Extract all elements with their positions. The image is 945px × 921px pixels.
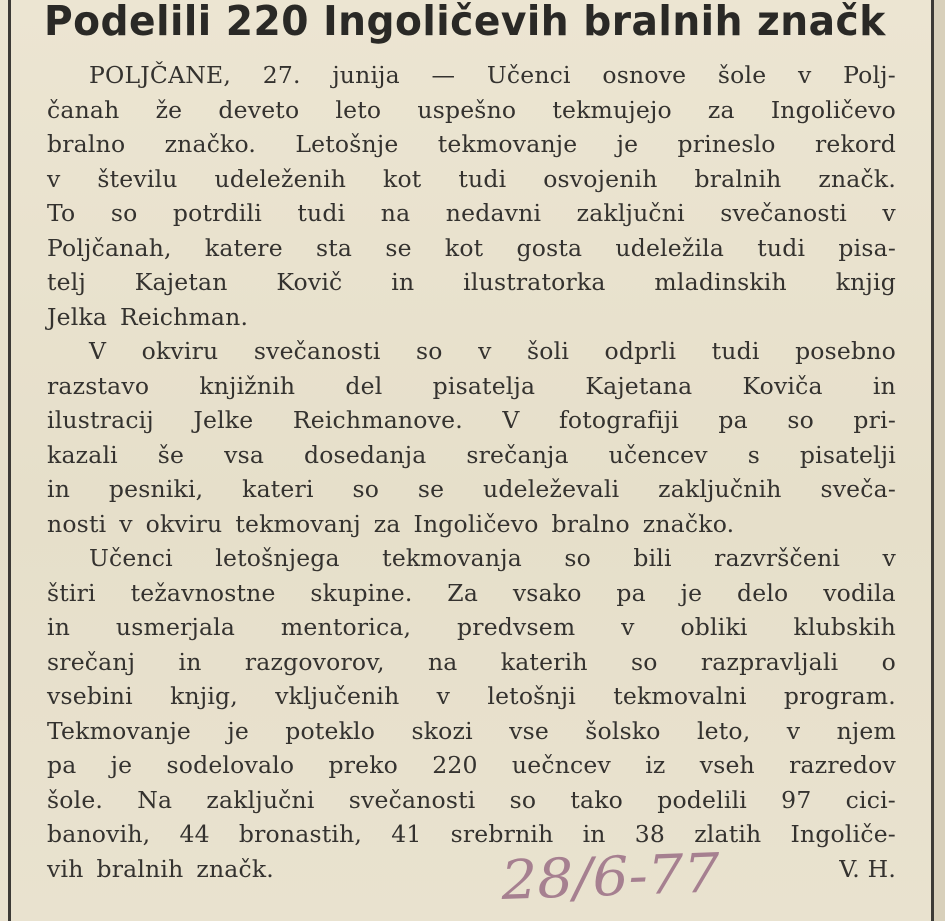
article-word: bralnih [694,164,782,193]
article-word: značko. [164,130,257,158]
article-word: rekord [814,130,896,158]
article-word: številu [97,164,178,193]
article-word: pa [616,578,646,607]
article-word: 220 [432,751,478,779]
article-line [47,300,896,335]
article-word: srebrnih [450,820,554,848]
article-word: pisa- [838,233,896,262]
article-word: Ingoličevo [413,509,539,538]
article-word: mladinskih [654,268,787,296]
article-word: Reichmanove. [292,406,463,434]
article-word: čanah [47,95,120,124]
article-word: in [391,268,415,296]
article-word: leto [335,95,382,124]
article-word: so [564,544,591,572]
article-word: njem [836,716,896,745]
article-word: v [478,337,492,365]
article-line [47,714,896,749]
article-word: deveto [218,95,300,124]
article-word: Kajetana [585,371,693,400]
article-word: razredov [789,751,896,779]
article-word: in [582,820,606,848]
article-line [47,852,896,887]
article-word: knjižnih [199,371,296,400]
article-word: mentorica, [280,613,412,641]
article-word: in [872,371,896,400]
article-line [47,679,896,714]
article-word: program. [783,682,896,710]
article-word: vsebini [47,682,133,710]
article-word: osvojenih [543,164,658,193]
article-line [47,196,896,231]
article-word: Jelke [193,406,254,434]
article-word: šolsko [585,716,661,745]
article-line [47,162,896,197]
article-word: je [680,578,703,607]
article-word: je [110,751,133,779]
article-word: še [157,440,185,469]
article-line [47,265,896,300]
article-word: učencev [608,440,708,469]
article-word: Za [447,578,479,607]
article-word: tekmovanje [437,130,578,158]
article-word: katerih [500,647,588,676]
article-line [47,748,896,783]
article-word: — [431,61,456,89]
article-word: Ingoliče- [790,820,896,848]
article-word: s [747,440,760,469]
article-word: sodelovalo [166,751,295,779]
article-word: udeleženih [214,164,347,193]
article-word: posebno [795,337,896,365]
article-word: knjig [835,268,896,296]
article-line [47,610,896,645]
article-line [47,472,896,507]
article-word: Učenci [89,544,173,572]
article-word: svečanosti [720,199,847,227]
article-word: pesniki, [108,475,204,503]
article-word: razgovorov, [244,647,385,676]
article-word: vodila [823,578,896,607]
article-word: razpravljali [700,647,839,676]
article-word: tekmujejo [552,95,672,124]
article-word: vih [47,854,84,883]
article-word: banovih, [47,820,151,848]
article-word: podelili [657,785,748,814]
article-word: vsako [512,578,582,607]
article-word: klubskih [793,613,896,641]
article-word: šole. [47,785,104,814]
article-word: svečanosti [253,337,381,365]
article-word: srečanj [47,647,136,676]
article-word: in [47,613,71,641]
article-line [47,783,896,818]
article-word: okviru [145,509,223,538]
article-word: tudi [458,164,507,193]
article-word: zaključni [576,199,685,227]
article-word: so [509,785,537,814]
article-headline: Podelili 220 Ingoličevih bralnih značk [44,0,886,45]
article-word: je [227,716,249,745]
article-line [47,231,896,266]
article-word: bralno [47,130,126,158]
article-word: vsa [224,440,265,469]
article-word: so [352,475,380,503]
article-word: 44 [179,820,210,848]
article-word: v [798,61,812,89]
article-word: Poljčanah, [47,233,172,262]
article-word: o [881,647,896,676]
article-word: tudi [297,199,346,227]
article-word: štiri [47,578,96,607]
article-word: uspešno [417,95,517,124]
article-word: POLJČANE, [89,61,232,89]
article-word: Letošnje [295,130,399,158]
article-word: okviru [141,337,219,365]
article-word: odprli [604,337,677,365]
article-body [47,58,896,886]
article-word: v [882,544,896,572]
article-word: zlatih [694,820,762,848]
article-word: so [630,647,658,676]
article-word: pa [718,406,748,434]
handwritten-date: 28/6-77 [500,841,721,912]
article-line [47,645,896,680]
article-word: katere [204,233,283,262]
article-word: preko [328,751,399,779]
article-word: tekmovanja [382,544,522,572]
article-word: fotografiji [558,406,679,434]
article-word: potrdili [172,199,262,227]
article-word: knjig, [170,682,238,710]
article-word: zaključni [206,785,315,814]
article-word: vse [509,716,549,745]
article-word: in [47,475,71,503]
article-word: skupine. [310,578,413,607]
article-word: udeleževali [483,475,620,503]
article-line [47,403,896,438]
article-word: 97 [781,785,812,814]
article-line [47,817,896,852]
article-word: ilustracij [47,406,154,434]
article-word: šoli [527,337,570,365]
article-word: bronastih, [238,820,363,848]
article-word: V [502,406,520,434]
article-line [47,438,896,473]
article-word: pri- [853,406,896,434]
article-word: Učenci [486,61,571,89]
article-word: in [178,647,202,676]
article-word: Polj- [843,61,896,89]
article-word: kateri [242,475,314,503]
article-word: tudi [711,337,760,365]
article-line [47,334,896,369]
article-word: sta [316,233,353,262]
article-word: Tekmovanje [47,716,192,745]
article-word: sveča- [820,475,896,503]
article-word: so [787,406,814,434]
article-word: prineslo [677,130,776,158]
article-word: se [417,475,445,503]
article-word: razstavo [47,371,150,400]
article-word: dosedanja [303,440,427,469]
article-word: skozi [411,716,473,745]
article-line [47,93,896,128]
article-word: v [621,613,635,641]
article-word: težavnostne [130,578,276,607]
article-word: šole [717,61,767,89]
article-word: na [427,647,458,676]
article-word: v [47,164,61,193]
article-word: udeležila [615,233,725,262]
adjacent-column-edge [934,0,945,921]
article-word: je [616,130,639,158]
article-word: kazali [47,440,118,469]
article-word: pa [47,751,77,779]
article-word: značk. [196,854,274,883]
article-line [47,576,896,611]
article-word: tekmovalni [613,682,747,710]
article-word: vseh [699,751,755,779]
article-word: predvsem [457,613,576,641]
article-word: letošnji [487,682,576,710]
article-word: bralnih [96,854,184,883]
article-line [47,58,896,93]
article-word: Reichman. [120,302,249,331]
article-word: kot [383,164,422,193]
article-word: del [345,371,383,400]
article-word: svečanosti [348,785,476,814]
article-word: za [373,509,401,538]
article-word: 38 [634,820,666,848]
article-word: Koviča [742,371,823,400]
article-word: bili [633,544,672,572]
article-word: V [89,337,107,365]
article-word: se [385,233,412,262]
article-word: iz [645,751,666,779]
article-word: so [110,199,138,227]
article-word: usmerjala [115,613,236,641]
article-word: pisatelja [432,371,536,400]
article-word: vključenih [275,682,400,710]
article-word: v [436,682,451,710]
article-word: kot [444,233,484,262]
article-word: pisatelji [799,440,896,469]
article-word: v [786,716,801,745]
article-word: značk. [818,164,896,193]
article-word: delo [736,578,789,607]
article-word: uečncev [511,751,611,779]
author-signature: V. H. [839,854,896,883]
article-word: srečanja [466,440,569,469]
article-word: Kovič [276,268,343,296]
article-word: zaključnih [658,475,782,503]
article-word: značko. [642,509,735,538]
article-word: Jelka [47,302,108,331]
article-word: bralno [551,509,630,538]
article-word: obliki [680,613,748,641]
article-word: v [882,199,896,227]
article-word: osnove [602,61,687,89]
article-word: za [707,95,735,124]
article-word: nedavni [445,199,542,227]
article-word: letošnjega [215,544,340,572]
article-word: cici- [845,785,896,814]
article-word: telj [47,268,86,296]
article-word: junija [332,61,400,89]
article-word: gosta [516,233,583,262]
article-line [47,127,896,162]
article-line [47,507,896,542]
article-line [47,541,896,576]
article-word: To [47,199,76,227]
article-word: poteklo [285,716,376,745]
article-word: tudi [757,233,806,262]
article-word: tekmovanj [235,509,361,538]
article-word: Ingoličevo [770,95,896,124]
article-word: Na [137,785,173,814]
article-word: ilustratorka [463,268,606,296]
article-word: nosti [47,509,107,538]
article-word: v [119,509,133,538]
column-rule-left [8,0,11,921]
article-word: 27. [262,61,301,89]
article-word: že [155,95,183,124]
article-word: na [380,199,411,227]
article-word: leto, [696,716,751,745]
article-word: 41 [391,820,422,848]
article-word: so [416,337,443,365]
article-line [47,369,896,404]
article-word: razvrščeni [714,544,841,572]
article-word: Kajetan [134,268,228,296]
article-word: tako [570,785,624,814]
